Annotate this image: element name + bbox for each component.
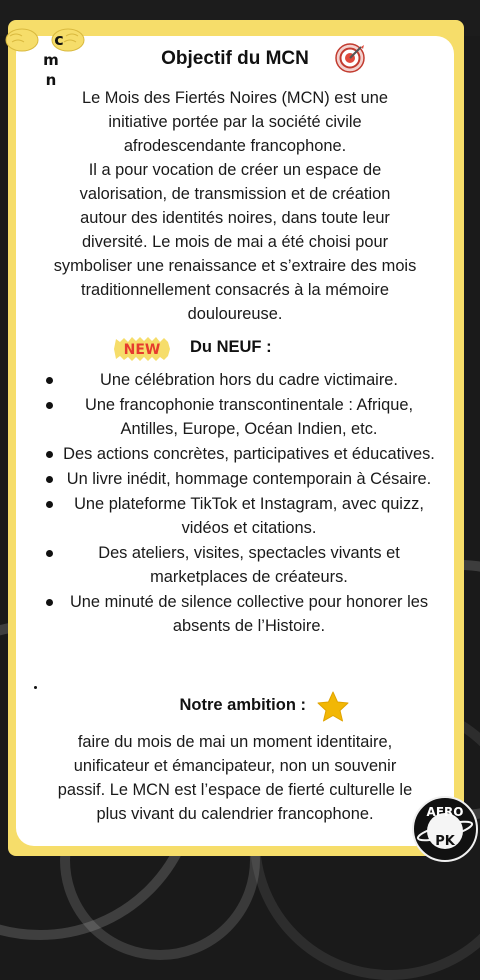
afro-badge-text-top: AFRO bbox=[426, 805, 464, 819]
target-dart-icon bbox=[334, 42, 366, 74]
bullet-icon bbox=[46, 550, 53, 557]
star-icon bbox=[316, 690, 350, 724]
content-card bbox=[16, 36, 454, 846]
list-item: Des actions concrètes, participatives et éducatives. bbox=[40, 442, 436, 466]
bullet-icon bbox=[46, 476, 53, 483]
list-item: Une plateforme TikTok et Instagram, avec quizz, vidéos et citations. bbox=[40, 492, 436, 540]
list-item: Une célébration hors du cadre victimaire. bbox=[40, 368, 436, 392]
list-item: Une francophonie transcontinentale : Afrique, Antilles, Europe, Océan Indien, etc. bbox=[40, 393, 436, 441]
bullet-icon bbox=[46, 599, 53, 606]
bullet-icon bbox=[46, 501, 53, 508]
new-badge-icon bbox=[112, 336, 172, 362]
mcn-logo bbox=[4, 26, 86, 89]
logo-text: c m n bbox=[43, 30, 69, 89]
page-title: Objectif du MCN bbox=[161, 48, 309, 69]
section-title-ambition: Notre ambition : bbox=[179, 696, 306, 714]
ambition-text: faire du mois de mai un moment identitaire, unificateur et émancipateur, non un souvenir passif. Le MCN est l’espace de fierté culturelle le plus vivant du calendrier francophone. bbox=[57, 733, 413, 823]
afro-badge-text-bottom: PK bbox=[435, 834, 455, 849]
bullet-icon bbox=[46, 451, 53, 458]
section-title-new: Du NEUF : bbox=[190, 338, 272, 356]
list-item: Un livre inédit, hommage contemporain à Césaire. bbox=[40, 467, 436, 491]
features-list bbox=[40, 368, 436, 639]
new-badge-text: NEW bbox=[123, 342, 161, 358]
bullet-icon bbox=[46, 377, 53, 384]
stray-dot bbox=[34, 686, 37, 689]
afro-pk-badge bbox=[412, 796, 478, 862]
list-item: Des ateliers, visites, spectacles vivants et marketplaces de créateurs. bbox=[40, 541, 436, 589]
bullet-icon bbox=[46, 402, 53, 409]
intro-text: Le Mois des Fiertés Noires (MCN) est une initiative portée par la société civile afrodescendante francophone. Il a pour vocation de créer un espace de valorisation, de transmission et de création autour des identités noires, dans toute leur diversité. Le mois de mai a été choisi pour symboliser une renaissance et s’extraire des mois traditionnellement consacrés à la mémoire douloureuse. bbox=[53, 89, 417, 323]
list-item: Une minuté de silence collective pour honorer les absents de l’Histoire. bbox=[40, 590, 436, 638]
